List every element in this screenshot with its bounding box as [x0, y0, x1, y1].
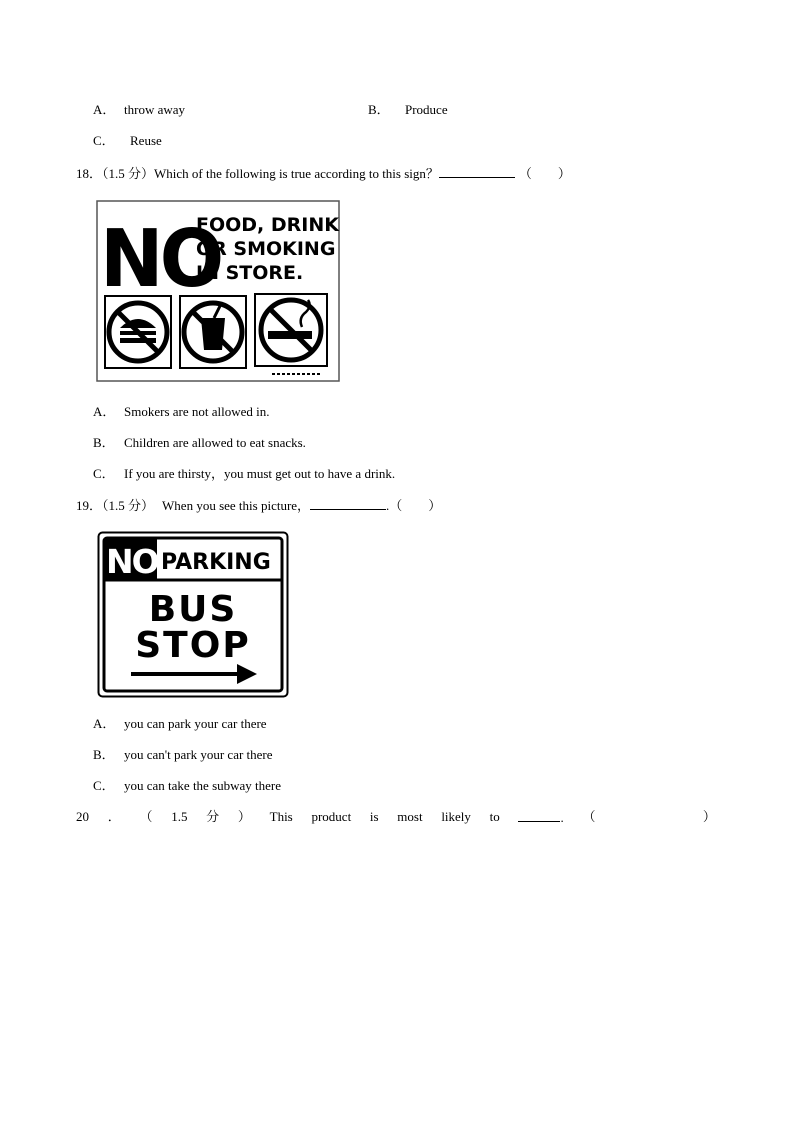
sign-line-3: IN STORE. [196, 262, 304, 284]
q19-option-b[interactable] [93, 747, 273, 763]
question-number: 18． [76, 166, 103, 181]
q19-option-c[interactable] [93, 778, 281, 794]
question-token: is [369, 809, 379, 824]
q17-option-c[interactable] [93, 133, 162, 149]
answer-paren-close: ） [702, 809, 716, 824]
answer-paren-open: （ [582, 809, 596, 824]
q19-option-a[interactable] [93, 716, 267, 732]
option-text: you can park your car there [124, 716, 267, 731]
question-text: Which of the following is true according to this sign？ [154, 166, 439, 181]
sign-stop-text: STOP [135, 625, 251, 666]
option-letter: C． [93, 466, 115, 481]
question-period: . [560, 810, 564, 825]
question-token: product [311, 809, 352, 824]
q18-option-a[interactable] [93, 404, 270, 420]
option-text: you can take the subway there [124, 778, 282, 793]
sign-no-text: NO [106, 542, 158, 581]
option-letter: B． [368, 102, 390, 117]
sign-image [96, 200, 340, 382]
question-number: 20 [76, 809, 89, 824]
answer-paren: （ ） [518, 166, 571, 181]
q18-stem [76, 165, 571, 182]
question-token: to [489, 809, 500, 824]
option-letter: C． [93, 133, 115, 148]
question-token: most [397, 809, 423, 824]
option-text: Smokers are not allowed in. [124, 404, 270, 419]
question-score: 1.5 [171, 809, 188, 824]
no-parking-bus-stop-sign [97, 531, 289, 698]
q17-option-a[interactable] [93, 102, 185, 118]
option-letter: A． [93, 716, 116, 731]
answer-blank[interactable] [439, 165, 515, 178]
option-letter: A． [93, 404, 116, 419]
question-period: . [386, 498, 390, 513]
question-token: likely [441, 809, 471, 824]
sign-no-text: NO [100, 213, 221, 306]
question-score: （1.5 分） [102, 166, 155, 181]
option-letter: B． [93, 747, 115, 762]
q18-option-b[interactable] [93, 435, 306, 451]
question-token: ） [237, 809, 251, 824]
option-letter: C． [93, 778, 115, 793]
q20-stem [76, 809, 716, 826]
question-token: ． [107, 809, 121, 824]
option-text: Children are allowed to eat snacks. [124, 435, 306, 450]
option-letter: B． [93, 435, 115, 450]
answer-blank[interactable] [518, 809, 560, 822]
q17-option-b[interactable] [368, 102, 448, 118]
question-token: （ [139, 809, 153, 824]
question-token: This [269, 809, 293, 824]
q18-option-c[interactable] [93, 466, 395, 482]
option-text: Produce [405, 102, 448, 117]
question-score: （1.5 分） [102, 498, 155, 513]
answer-paren: （ ） [389, 498, 442, 513]
option-text: Reuse [130, 133, 162, 148]
sign-bus-text: BUS [148, 589, 238, 630]
sign-image [97, 531, 289, 698]
sign-line-1: FOOD, DRINKS [196, 214, 340, 236]
q19-stem [76, 497, 441, 514]
answer-blank[interactable] [310, 497, 386, 510]
question-token: 分 [206, 809, 220, 824]
option-text: If you are thirsty，you must get out to have a drink. [124, 466, 396, 481]
option-text: throw away [124, 102, 186, 117]
question-text: When you see this picture， [162, 498, 311, 513]
option-letter: A． [93, 102, 116, 117]
question-number: 19． [76, 498, 103, 513]
sign-line-2: OR SMOKING [196, 238, 336, 260]
sign-parking-text: PARKING [161, 550, 271, 575]
no-food-drinks-smoking-sign [96, 200, 340, 382]
option-text: you can't park your car there [124, 747, 273, 762]
